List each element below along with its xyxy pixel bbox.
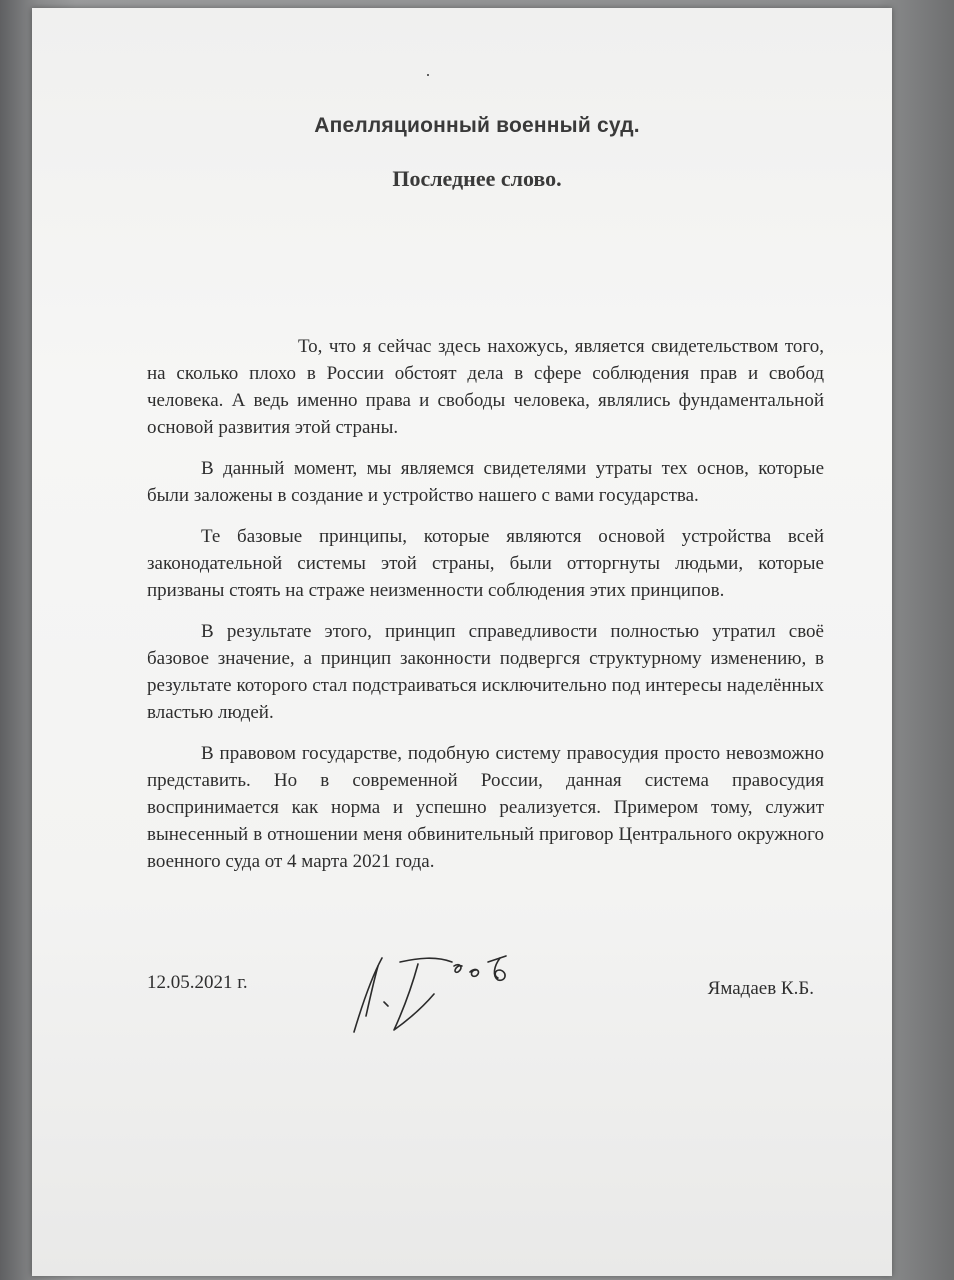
- signer-name: Ямадаев К.Б.: [707, 978, 814, 999]
- paragraph: Те базовые принципы, которые являются основой устройства всей законодательной системы этой страны, были отторгнуты людьми, которые призваны стоять на страже неизменности соблюдения этих принципов.: [147, 526, 824, 601]
- handwritten-signature: [348, 950, 568, 1040]
- paragraph: В правовом государстве, подобную систему правосудия просто невозможно представить. Но в современной России, данная система правосудия воспринимается как норма и успешно реализуется. Примером тому, служит вынесенный в отношении меня обвинительный приговор Центрального окружного военного суда от 4 марта 2021 года.: [147, 743, 824, 872]
- document-title: Последнее слово.: [392, 166, 562, 191]
- paper-speck: [427, 74, 429, 76]
- court-title: Апелляционный военный суд.: [314, 114, 640, 137]
- statement-body: [147, 333, 824, 889]
- paragraph: В данный момент, мы являемся свидетелями утраты тех основ, которые были заложены в создание и устройство нашего с вами государства.: [147, 458, 824, 506]
- signature-date: 12.05.2021 г.: [147, 972, 248, 993]
- paragraph: То, что я сейчас здесь нахожусь, является свидетельством того, на сколько плохо в России обстоят дела в сфере соблюдения прав и свобод человека. А ведь именно права и свободы человека, являлись фундаментальной основой развития этой страны.: [147, 336, 824, 438]
- paragraph: В результате этого, принцип справедливости полностью утратил своё базовое значение, а принцип законности подвергся структурному изменению, в результате которого стал подстраиваться исключительно под интересы наделённых властью людей.: [147, 621, 824, 723]
